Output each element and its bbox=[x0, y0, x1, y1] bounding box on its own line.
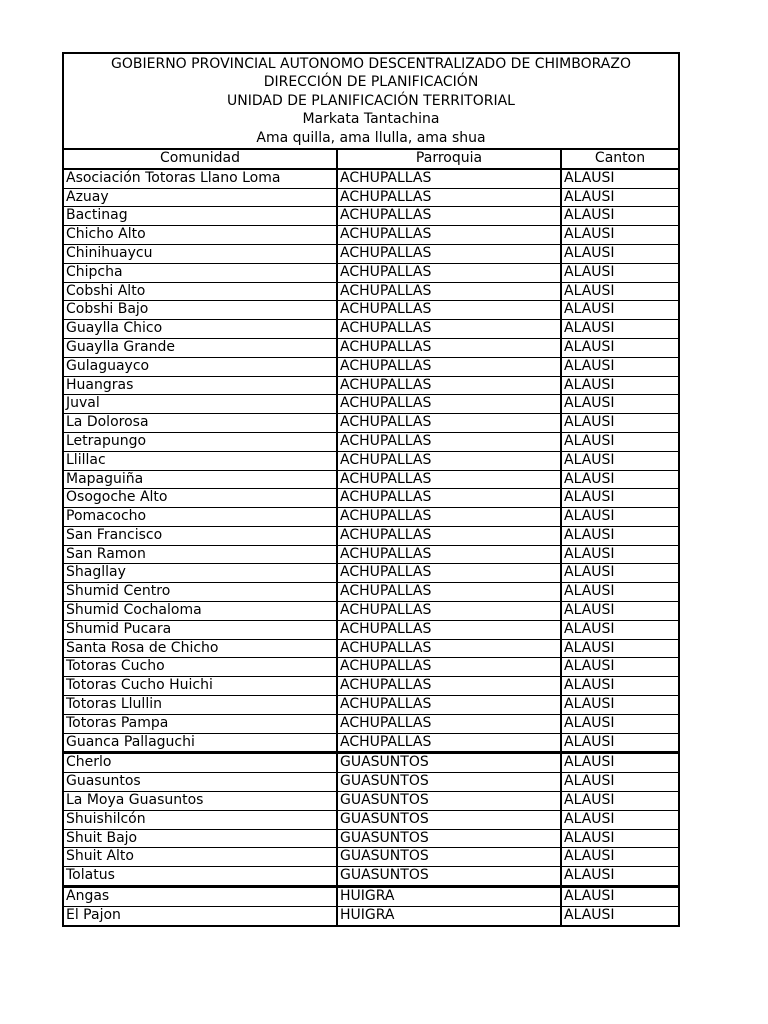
canton-cell: ALAUSI bbox=[561, 602, 678, 621]
canton-cell: ALAUSI bbox=[561, 696, 678, 715]
canton-cell: ALAUSI bbox=[561, 226, 678, 245]
canton-cell: ALAUSI bbox=[561, 376, 678, 395]
parroquia-cell: ACHUPALLAS bbox=[337, 320, 561, 339]
communities-table bbox=[64, 150, 678, 925]
parroquia-cell: ACHUPALLAS bbox=[337, 602, 561, 621]
parroquia-cell: ACHUPALLAS bbox=[337, 282, 561, 301]
canton-cell: ALAUSI bbox=[561, 244, 678, 263]
parroquia-cell: ACHUPALLAS bbox=[337, 338, 561, 357]
table-row bbox=[64, 414, 678, 433]
comunidad-cell: Tolatus bbox=[64, 867, 337, 887]
table-row bbox=[64, 867, 678, 887]
parroquia-cell: ACHUPALLAS bbox=[337, 677, 561, 696]
table-row bbox=[64, 282, 678, 301]
parroquia-cell: ACHUPALLAS bbox=[337, 564, 561, 583]
table-body bbox=[64, 169, 678, 925]
table-row bbox=[64, 244, 678, 263]
canton-cell: ALAUSI bbox=[561, 169, 678, 188]
comunidad-cell: Guaylla Chico bbox=[64, 320, 337, 339]
parroquia-cell: ACHUPALLAS bbox=[337, 489, 561, 508]
table-row bbox=[64, 508, 678, 527]
parroquia-cell: HUIGRA bbox=[337, 887, 561, 907]
canton-cell: ALAUSI bbox=[561, 714, 678, 733]
comunidad-cell: Osogoche Alto bbox=[64, 489, 337, 508]
comunidad-cell: Totoras Cucho Huichi bbox=[64, 677, 337, 696]
table-row bbox=[64, 545, 678, 564]
canton-cell: ALAUSI bbox=[561, 207, 678, 226]
comunidad-cell: Azuay bbox=[64, 188, 337, 207]
parroquia-cell: ACHUPALLAS bbox=[337, 432, 561, 451]
canton-cell: ALAUSI bbox=[561, 733, 678, 753]
parroquia-cell: ACHUPALLAS bbox=[337, 414, 561, 433]
comunidad-cell: Santa Rosa de Chicho bbox=[64, 639, 337, 658]
table-row bbox=[64, 169, 678, 188]
parroquia-cell: GUASUNTOS bbox=[337, 829, 561, 848]
table-row bbox=[64, 564, 678, 583]
table-row bbox=[64, 639, 678, 658]
table-row bbox=[64, 829, 678, 848]
comunidad-cell: Llillac bbox=[64, 451, 337, 470]
table-row bbox=[64, 320, 678, 339]
table-row bbox=[64, 773, 678, 792]
comunidad-cell: El Pajon bbox=[66, 906, 121, 923]
comunidad-cell: Shuit Alto bbox=[64, 848, 337, 867]
parroquia-cell: GUASUNTOS bbox=[337, 867, 561, 887]
table-row bbox=[64, 658, 678, 677]
canton-cell: ALAUSI bbox=[561, 489, 678, 508]
canton-cell: ALAUSI bbox=[561, 583, 678, 602]
table-row bbox=[64, 376, 678, 395]
comunidad-cell: Shuit Bajo bbox=[64, 829, 337, 848]
canton-cell: ALAUSI bbox=[561, 414, 678, 433]
header-line-government: GOBIERNO PROVINCIAL AUTONOMO DESCENTRALIZADO DE CHIMBORAZO bbox=[111, 56, 631, 72]
comunidad-cell: Pomacocho bbox=[64, 508, 337, 527]
canton-cell: ALAUSI bbox=[561, 906, 678, 924]
comunidad-cell: Guanca Pallaguchi bbox=[64, 733, 337, 753]
table-row bbox=[64, 207, 678, 226]
comunidad-cell: Shumid Pucara bbox=[64, 620, 337, 639]
comunidad-cell: Letrapungo bbox=[64, 432, 337, 451]
comunidad-cell: Shuishilcón bbox=[64, 810, 337, 829]
table-row bbox=[64, 470, 678, 489]
parroquia-cell: ACHUPALLAS bbox=[337, 376, 561, 395]
table-row bbox=[64, 432, 678, 451]
parroquia-cell: ACHUPALLAS bbox=[337, 620, 561, 639]
table-row bbox=[64, 226, 678, 245]
comunidad-cell: Bactinag bbox=[64, 207, 337, 226]
parroquia-cell: HUIGRA bbox=[337, 906, 561, 924]
table-row bbox=[64, 357, 678, 376]
parroquia-cell: GUASUNTOS bbox=[337, 753, 561, 773]
canton-cell: ALAUSI bbox=[561, 470, 678, 489]
parroquia-cell: ACHUPALLAS bbox=[337, 733, 561, 753]
canton-cell: ALAUSI bbox=[561, 792, 678, 811]
canton-cell: ALAUSI bbox=[561, 620, 678, 639]
canton-cell: ALAUSI bbox=[561, 451, 678, 470]
canton-cell: ALAUSI bbox=[561, 320, 678, 339]
parroquia-cell: ACHUPALLAS bbox=[337, 583, 561, 602]
canton-cell: ALAUSI bbox=[561, 639, 678, 658]
parroquia-cell: ACHUPALLAS bbox=[337, 545, 561, 564]
header-line-unit: UNIDAD DE PLANIFICACIÓN TERRITORIAL bbox=[227, 92, 515, 109]
table-row bbox=[64, 848, 678, 867]
table-header-row bbox=[64, 150, 678, 169]
comunidad-cell: Totoras Cucho bbox=[64, 658, 337, 677]
parroquia-cell: ACHUPALLAS bbox=[337, 244, 561, 263]
header-line-motto: Ama quilla, ama llulla, ama shua bbox=[256, 129, 486, 146]
parroquia-cell: ACHUPALLAS bbox=[337, 207, 561, 226]
canton-cell: ALAUSI bbox=[561, 508, 678, 527]
table-row bbox=[64, 602, 678, 621]
table-row bbox=[64, 620, 678, 639]
table-row bbox=[64, 792, 678, 811]
parroquia-cell: ACHUPALLAS bbox=[337, 451, 561, 470]
comunidad-cell: Huangras bbox=[64, 376, 337, 395]
comunidad-cell: Shumid Centro bbox=[64, 583, 337, 602]
table-row bbox=[64, 301, 678, 320]
canton-cell: ALAUSI bbox=[561, 301, 678, 320]
comunidad-cell: Cobshi Alto bbox=[64, 282, 337, 301]
canton-cell: ALAUSI bbox=[561, 829, 678, 848]
comunidad-cell: San Francisco bbox=[64, 526, 337, 545]
table-row bbox=[64, 887, 678, 907]
spreadsheet bbox=[62, 52, 680, 927]
table-row bbox=[64, 696, 678, 715]
canton-cell: ALAUSI bbox=[561, 658, 678, 677]
comunidad-cell: La Moya Guasuntos bbox=[64, 792, 337, 811]
table-row bbox=[64, 526, 678, 545]
column-header-parroquia: Parroquia bbox=[337, 150, 561, 169]
parroquia-cell: GUASUNTOS bbox=[337, 773, 561, 792]
table-row bbox=[64, 714, 678, 733]
header-line-direction: DIRECCIÓN DE PLANIFICACIÓN bbox=[263, 74, 479, 91]
column-header-canton: Canton bbox=[561, 150, 678, 169]
table-row bbox=[64, 451, 678, 470]
table-row bbox=[64, 489, 678, 508]
comunidad-cell: Chinihuaycu bbox=[64, 244, 337, 263]
canton-cell: ALAUSI bbox=[561, 810, 678, 829]
canton-cell: ALAUSI bbox=[561, 432, 678, 451]
parroquia-cell: ACHUPALLAS bbox=[337, 639, 561, 658]
comunidad-cell: Chipcha bbox=[64, 263, 337, 282]
parroquia-cell: ACHUPALLAS bbox=[337, 714, 561, 733]
parroquia-cell: ACHUPALLAS bbox=[337, 526, 561, 545]
canton-cell: ALAUSI bbox=[561, 357, 678, 376]
parroquia-cell: ACHUPALLAS bbox=[337, 226, 561, 245]
canton-cell: ALAUSI bbox=[561, 338, 678, 357]
canton-cell: ALAUSI bbox=[561, 395, 678, 414]
canton-cell: ALAUSI bbox=[561, 545, 678, 564]
parroquia-cell: GUASUNTOS bbox=[337, 792, 561, 811]
parroquia-cell: ACHUPALLAS bbox=[337, 395, 561, 414]
canton-cell: ALAUSI bbox=[561, 753, 678, 773]
canton-cell: ALAUSI bbox=[561, 848, 678, 867]
canton-cell: ALAUSI bbox=[561, 263, 678, 282]
comunidad-cell: Guaylla Grande bbox=[64, 338, 337, 357]
comunidad-cell: Shagllay bbox=[64, 564, 337, 583]
canton-cell: ALAUSI bbox=[561, 867, 678, 887]
comunidad-cell: Guasuntos bbox=[64, 773, 337, 792]
table-row bbox=[64, 583, 678, 602]
table-row bbox=[64, 188, 678, 207]
canton-cell: ALAUSI bbox=[561, 887, 678, 907]
parroquia-cell: ACHUPALLAS bbox=[337, 470, 561, 489]
comunidad-cell: La Dolorosa bbox=[64, 414, 337, 433]
comunidad-cell: Totoras Pampa bbox=[64, 714, 337, 733]
comunidad-cell: Angas bbox=[64, 887, 337, 907]
table-row bbox=[64, 395, 678, 414]
parroquia-cell: ACHUPALLAS bbox=[337, 696, 561, 715]
comunidad-cell: Shumid Cochaloma bbox=[64, 602, 337, 621]
table-row bbox=[64, 338, 678, 357]
comunidad-cell: Cobshi Bajo bbox=[64, 301, 337, 320]
parroquia-cell: ACHUPALLAS bbox=[337, 508, 561, 527]
comunidad-cell: Totoras Llullin bbox=[64, 696, 337, 715]
canton-cell: ALAUSI bbox=[561, 773, 678, 792]
comunidad-cell: Gulaguayco bbox=[64, 357, 337, 376]
table-row bbox=[64, 810, 678, 829]
comunidad-cell: San Ramon bbox=[64, 545, 337, 564]
comunidad-cell: Cherlo bbox=[64, 753, 337, 773]
canton-cell: ALAUSI bbox=[561, 564, 678, 583]
column-header-comunidad: Comunidad bbox=[64, 150, 337, 169]
comunidad-cell: Mapaguiña bbox=[64, 470, 337, 489]
document-header bbox=[64, 54, 678, 150]
parroquia-cell: ACHUPALLAS bbox=[337, 263, 561, 282]
canton-cell: ALAUSI bbox=[561, 526, 678, 545]
parroquia-cell: ACHUPALLAS bbox=[337, 188, 561, 207]
canton-cell: ALAUSI bbox=[561, 188, 678, 207]
parroquia-cell: GUASUNTOS bbox=[337, 848, 561, 867]
table-row bbox=[64, 733, 678, 753]
comunidad-cell: Chicho Alto bbox=[64, 226, 337, 245]
header-line-markata: Markata Tantachina bbox=[302, 111, 440, 128]
parroquia-cell: ACHUPALLAS bbox=[337, 357, 561, 376]
table-row bbox=[64, 753, 678, 773]
table-row bbox=[64, 906, 678, 924]
parroquia-cell: ACHUPALLAS bbox=[337, 301, 561, 320]
comunidad-cell: Asociación Totoras Llano Loma bbox=[64, 169, 337, 188]
canton-cell: ALAUSI bbox=[561, 282, 678, 301]
table-row bbox=[64, 263, 678, 282]
comunidad-cell: Juval bbox=[64, 395, 337, 414]
table-row bbox=[64, 677, 678, 696]
parroquia-cell: ACHUPALLAS bbox=[337, 169, 561, 188]
parroquia-cell: ACHUPALLAS bbox=[337, 658, 561, 677]
canton-cell: ALAUSI bbox=[561, 677, 678, 696]
parroquia-cell: GUASUNTOS bbox=[337, 810, 561, 829]
